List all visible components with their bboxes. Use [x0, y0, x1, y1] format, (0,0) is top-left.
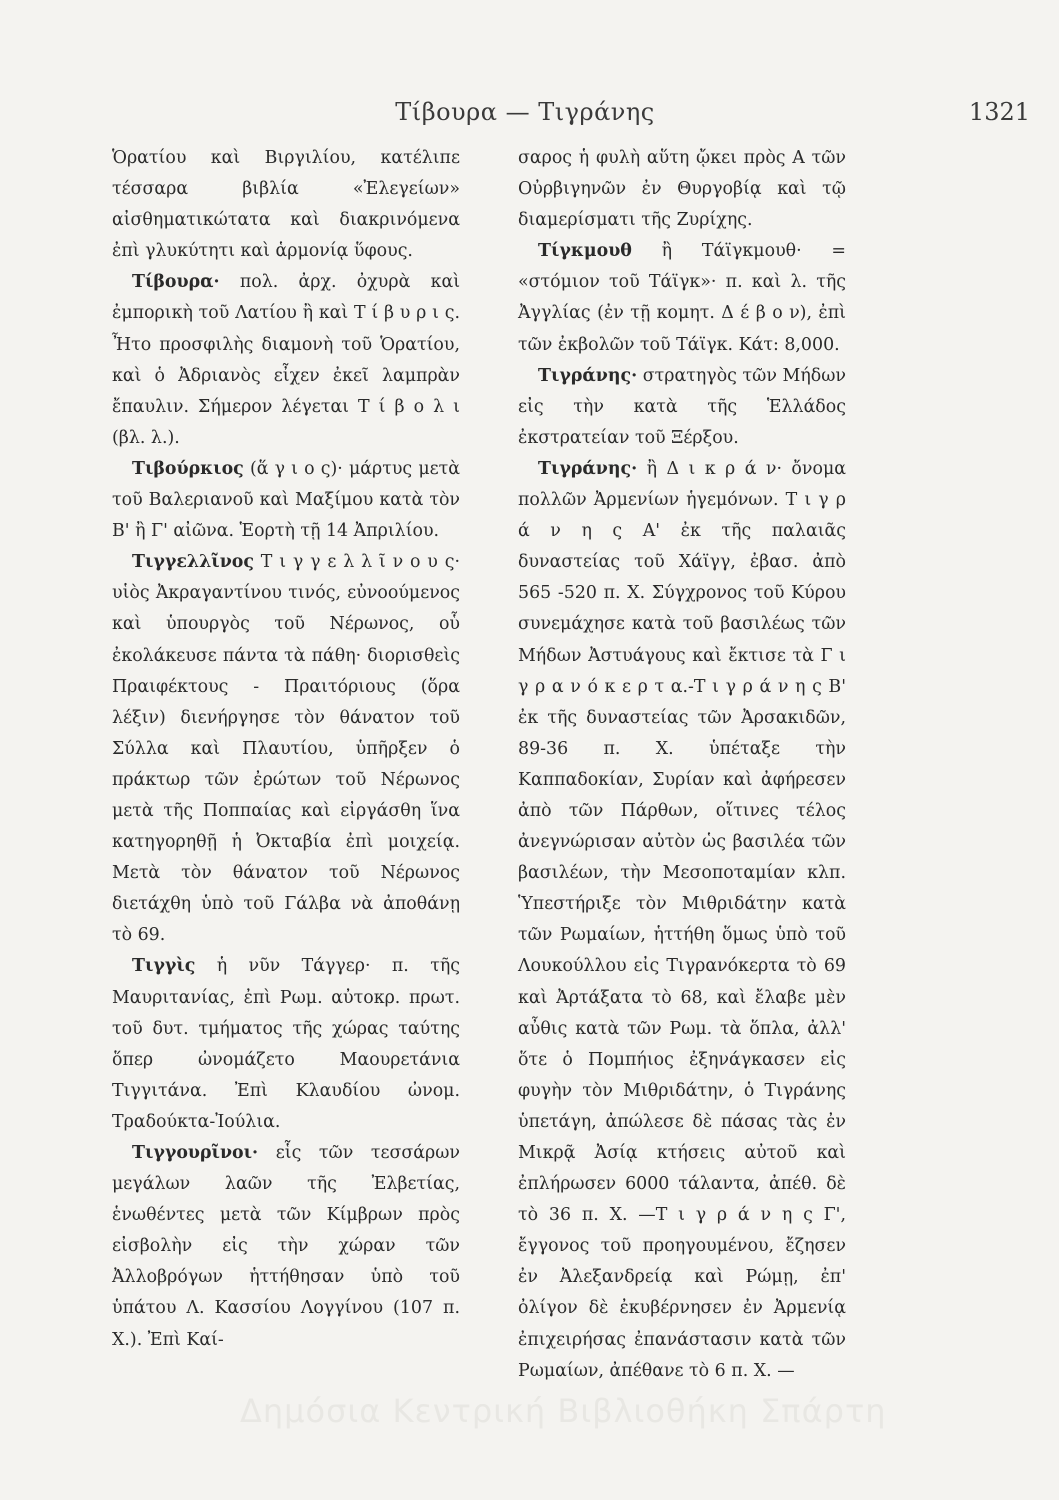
library-watermark: Δημόσια Κεντρική Βιβλιοθήκη Σπάρτη [240, 1392, 887, 1430]
dictionary-entry [518, 454, 846, 1387]
entry-continuation [518, 143, 846, 236]
entry-continuation [112, 143, 460, 267]
entry-text: στρατηγὸς τῶν Μήδων εἰς τὴν κατὰ τῆς Ἑλλάδος ἐκστρατείαν τοῦ Ξέρξου. [518, 365, 847, 448]
entry-headword: Τιγγελλῖνος [132, 552, 254, 573]
entry-text: Τ ι γ γ ε λ λ ῖ ν ο υ ς· υἱὸς Ἀκραγαντίνου τινός, εὐνοούμενος καὶ ὑπουργὸς τοῦ Νέρωνος, οὗ ἐκολάκευσε πάντα τὰ πάθη· διορισθεὶς Πραιφέκτους - Πραιτόριους (ὅρα λέξιν) διενήργησε τὸν θάνατον τοῦ Σύλλα καὶ Πλαυτίου, ὑπῆρξεν ὁ πράκτωρ τῶν ἐρώτων τοῦ Νέρωνος μετὰ τῆς Ποππαίας καὶ εἰργάσθη ἵνα κατηγορηθῇ ἡ Ὀκταβία ἐπὶ μοιχείᾳ. Μετὰ τὸν θάνατον τοῦ Νέρωνος διετάχθη ὑπὸ τοῦ Γάλβα νὰ ἀποθάνῃ τὸ 69. [112, 552, 460, 946]
dictionary-entry [518, 361, 846, 454]
entry-text: ἢ Τάϊγκμουθ· = «στόμιον τοῦ Τάϊγκ»· π. καὶ λ. τῆς Ἀγγλίας (ἐν τῇ κομητ. Δ έ β ο ν), ἐπὶ τῶν ἐκβολῶν τοῦ Τάϊγκ. Κάτ: 8,000. [518, 241, 846, 355]
dictionary-entry [518, 236, 846, 360]
left-column [112, 143, 460, 1356]
entry-headword: Τίγκμουθ [538, 241, 632, 262]
dictionary-entry [112, 951, 460, 1138]
page-header-title: Τίβουρα — Τιγράνης [395, 98, 655, 126]
entry-text: σαρος ἡ φυλὴ αὕτη ᾤκει πρὸς Α τῶν Οὐρβιγηνῶν ἐν Θυργοβίᾳ καὶ τῷ διαμερίσματι τῆς Ζυρίχης. [518, 148, 846, 231]
entry-text: (ἅ γ ι ο ς)· μάρτυς μετὰ τοῦ Βαλεριανοῦ καὶ Μαξίμου κατὰ τὸν Β' ἢ Γ' αἰῶνα. Ἑορτὴ τῇ 14 Ἀπριλίου. [112, 458, 460, 542]
entry-headword: Τιγράνης· [538, 458, 638, 479]
right-column [518, 143, 846, 1387]
page-number: 1321 [968, 98, 1030, 126]
entry-headword: Τιγγὶς [132, 956, 196, 977]
entry-text: εἷς τῶν τεσσάρων μεγάλων λαῶν τῆς Ἐλβετίας, ἑνωθέντες μετὰ τῶν Κίμβρων πρὸς εἰσβολὴν εἰς τὴν χώραν τῶν Ἀλλοβρόγων ἡττήθησαν ὑπὸ τοῦ ὑπάτου Λ. Κασσίου Λογγίνου (107 π. Χ.). Ἐπὶ Καί- [112, 1143, 461, 1350]
dictionary-entry [112, 267, 460, 454]
dictionary-entry [112, 454, 460, 547]
dictionary-entry [112, 547, 460, 951]
entry-text: πολ. ἀρχ. ὀχυρὰ καὶ ἐμπορικὴ τοῦ Λατίου ἢ καὶ Τ ί β υ ρ ι ς. Ἦτο προσφιλὴς διαμονὴ τοῦ Ὁρατίου, καὶ ὁ Ἀδριανὸς εἶχεν ἐκεῖ λαμπρὰν ἔπαυλιν. Σήμερον λέγεται Τ ί β ο λ ι (βλ. λ.). [112, 272, 461, 448]
entry-text: ἡ νῦν Τάγγερ· π. τῆς Μαυριτανίας, ἐπὶ Ρωμ. αὐτοκρ. πρωτ. τοῦ δυτ. τμήματος τῆς χώρας ταύτης ὅπερ ὠνομάζετο Μαουρετάνια Τιγγιτάνα. Ἐπὶ Κλαυδίου ὠνομ. Τραδούκτα-Ἰούλια. [112, 956, 460, 1132]
entry-text: Ὁρατίου καὶ Βιργιλίου, κατέλιπε τέσσαρα βιβλία «Ἐλεγείων» αἰσθηματικώτατα καὶ διακρινόμενα ἐπὶ γλυκύτητι καὶ ἁρμονίᾳ ὕφους. [112, 148, 460, 262]
entry-headword: Τιγράνης· [538, 365, 638, 386]
dictionary-entry [112, 1138, 460, 1356]
entry-headword: Τιβούρκιος [132, 458, 244, 479]
entry-headword: Τίβουρα· [132, 272, 220, 293]
entry-headword: Τιγγουρῖνοι· [132, 1143, 259, 1163]
entry-text: ἢ Δ ι κ ρ ά ν· ὄνομα πολλῶν Ἀρμενίων ἡγεμόνων. Τ ι γ ρ ά ν η ς Α' ἐκ τῆς παλαιᾶς δυναστείας τοῦ Χάϊγγ, ἐβασ. ἀπὸ 565 -520 π. Χ. Σύγχρονος τοῦ Κύρου συνεμάχησε κατὰ τοῦ βασιλέως τῶν Μήδων Ἀστυάγους καὶ ἔκτισε τὰ Γ ι γ ρ α ν ό κ ε ρ τ α.-Τ ι γ ρ ά ν η ς Β' ἐκ τῆς δυναστείας τῶν Ἀρσακιδῶν, 89-36 π. Χ. ὑπέταξε τὴν Καππαδοκίαν, Συρίαν καὶ ἀφήρεσεν ἀπὸ τῶν Πάρθων, οἵτινες τέλος ἀνεγνώρισαν αὐτὸν ὡς βασιλέα τῶν βασιλέων, τὴν Μεσοποταμίαν κλπ. Ὑπεστήριξε τὸν Μιθριδάτην κατὰ τῶν Ρωμαίων, ἡττήθη ὅμως ὑπὸ τοῦ Λουκούλλου εἰς Τιγρανόκερτα τὸ 69 καὶ Ἀρτάξατα τὸ 68, καὶ ἔλαβε μὲν αὖθις κατὰ τῶν Ρωμ. τὰ ὅπλα, ἀλλ' ὅτε ὁ Πομπήιος ἐξηνάγκασεν εἰς φυγὴν τὸν Μιθριδάτην, ὁ Τιγράνης ὑπετάγη, ἀπώλεσε δὲ πάσας τὰς ἐν Μικρᾷ Ἀσίᾳ κτήσεις αὐτοῦ καὶ ἐπλήρωσεν 6000 τάλαντα, ἀπέθ. δὲ τὸ 36 π. Χ. —Τ ι γ ρ ά ν η ς Γ', ἔγγονος τοῦ προηγουμένου, ἔζησεν ἐν Ἀλεξανδρείᾳ καὶ Ρώμῃ, ἐπ' ὀλίγον δὲ ἐκυβέρνησεν ἐν Ἀρμενίᾳ ἐπιχειρήσας ἐπανάστασιν κατὰ τῶν Ρωμαίων, ἀπέθανε τὸ 6 π. Χ. — [518, 458, 846, 1381]
